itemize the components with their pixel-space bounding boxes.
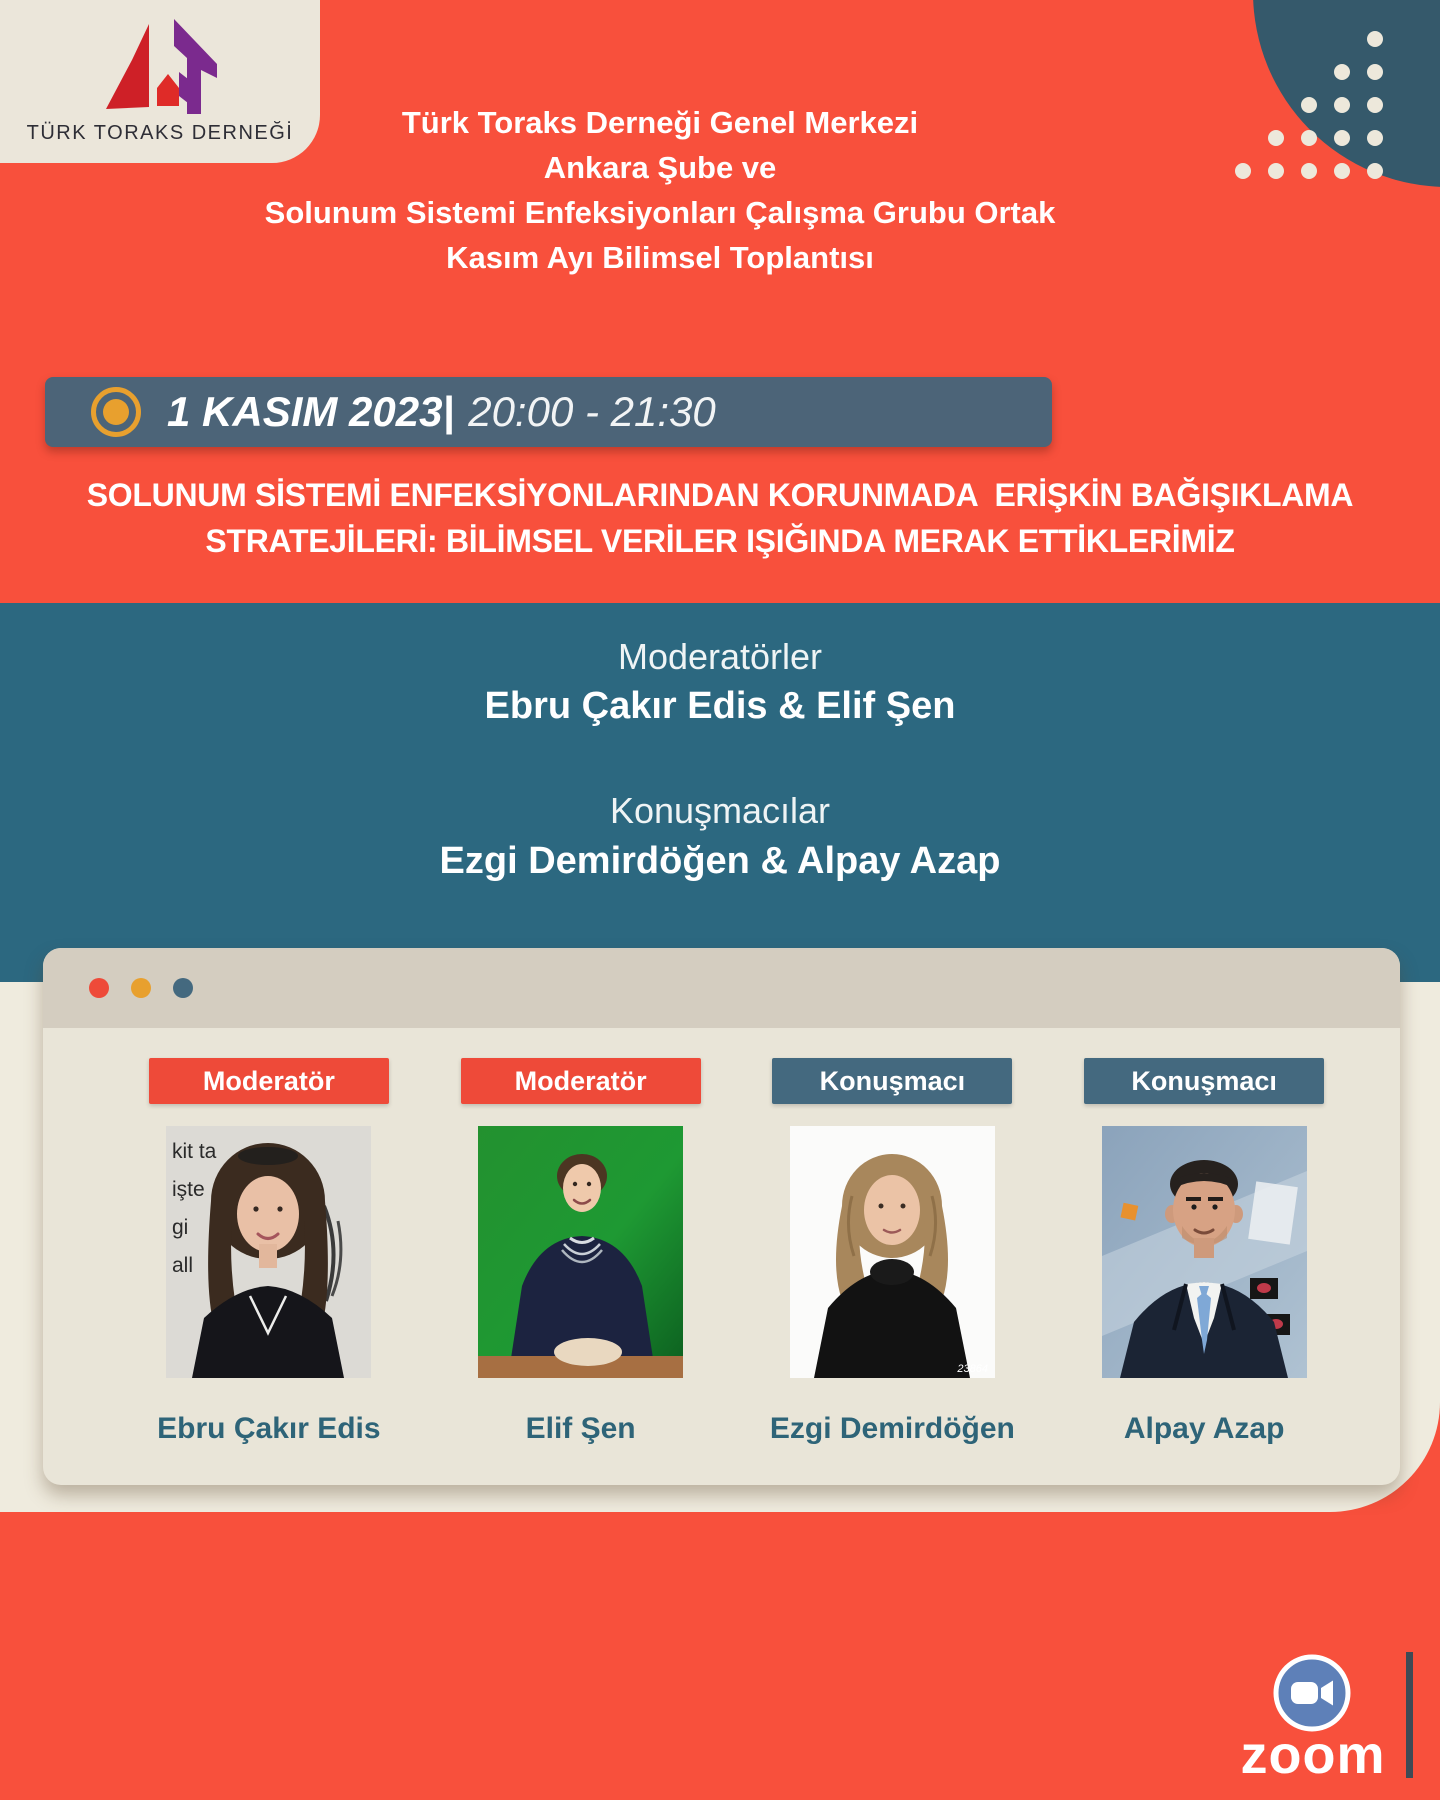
decorative-dot	[1334, 64, 1350, 80]
photo-alpay-azap	[1102, 1126, 1307, 1378]
role-badge: Moderatör	[149, 1058, 389, 1104]
svg-text:all: all	[172, 1254, 194, 1277]
svg-text:kit ta: kit ta	[172, 1140, 217, 1163]
decorative-dot	[1235, 163, 1251, 179]
topic-line-1: SOLUNUM SİSTEMİ ENFEKSİYONLARINDAN KORUNMADA ERİŞKİN BAĞIŞIKLAMA	[86, 477, 1354, 513]
decorative-dot	[1301, 97, 1317, 113]
decorative-dot	[1367, 64, 1383, 80]
decorative-dot	[1367, 31, 1383, 47]
target-circle-icon	[91, 387, 141, 437]
window-dot-red	[89, 978, 109, 998]
decorative-dot	[1334, 97, 1350, 113]
person-card-elif-sen	[425, 1050, 737, 1446]
photo-elif-sen	[478, 1126, 683, 1378]
moderators-heading: Moderatörler	[617, 636, 823, 677]
person-name: Ezgi Demirdöğen	[769, 1412, 1015, 1445]
title-line-3: Solunum Sistemi Enfeksiyonları Çalışma Grubu Ortak	[264, 195, 1056, 230]
speakers-panel-card	[43, 948, 1400, 1485]
footer-divider-bar	[1406, 1652, 1413, 1778]
speakers-names: Ezgi Demirdöğen & Alpay Azap	[439, 840, 1001, 882]
portrait-illustration	[166, 1126, 371, 1378]
portrait-illustration	[478, 1126, 683, 1378]
event-topic	[40, 472, 1400, 564]
person-card-alpay-azap	[1048, 1050, 1360, 1446]
speakers-heading: Konuşmacılar	[609, 790, 831, 831]
browser-window-header	[43, 948, 1400, 1028]
title-line-4: Kasım Ayı Bilimsel Toplantısı	[446, 240, 874, 275]
decorative-dot	[1301, 130, 1317, 146]
decorative-dot	[1367, 97, 1383, 113]
title-line-2: Ankara Şube ve	[543, 150, 777, 185]
window-dot-orange	[131, 978, 151, 998]
role-badge: Konuşmacı	[1084, 1058, 1324, 1104]
zoom-camera-icon	[1272, 1653, 1352, 1733]
decorative-dot	[1301, 163, 1317, 179]
svg-text:23864: 23864	[957, 1363, 988, 1375]
person-card-ezgi-demirdogen	[737, 1050, 1049, 1446]
dots-triangle-decoration	[1230, 28, 1390, 188]
decorative-dot	[1367, 163, 1383, 179]
moderators-names: Ebru Çakır Edis & Elif Şen	[484, 685, 956, 727]
topic-line-2: STRATEJİLERİ: BİLİMSEL VERİLER IŞIĞINDA MERAK ETTİKLERİMİZ	[205, 523, 1235, 559]
person-name: Alpay Azap	[1123, 1412, 1285, 1445]
portrait-illustration	[790, 1126, 995, 1378]
person-name: Ebru Çakır Edis	[157, 1412, 381, 1445]
turk-toraks-dernegi-logo-icon	[104, 16, 219, 116]
date-time-banner	[45, 377, 1052, 447]
decorative-dot	[1334, 130, 1350, 146]
decorative-dot	[1268, 130, 1284, 146]
role-badge: Konuşmacı	[772, 1058, 1012, 1104]
zoom-wordmark: zoom	[1240, 1725, 1386, 1785]
event-title	[210, 100, 1110, 280]
window-dot-teal	[173, 978, 193, 998]
event-date: 1 KASIM 2023|	[167, 388, 455, 435]
decorative-dot	[1367, 130, 1383, 146]
people-grid	[43, 1028, 1400, 1446]
date-time-text	[167, 388, 716, 436]
photo-ebru-cakir-edis	[166, 1126, 371, 1378]
svg-text:işte: işte	[172, 1178, 206, 1201]
person-name: Elif Şen	[525, 1412, 636, 1445]
organization-name: TÜRK TORAKS DERNEĞİ	[26, 122, 294, 144]
decorative-dot	[1334, 163, 1350, 179]
photo-ezgi-demirdogen	[790, 1126, 995, 1378]
svg-text:gi: gi	[172, 1216, 189, 1239]
event-time: 20:00 - 21:30	[468, 388, 716, 435]
person-card-ebru-cakir-edis	[113, 1050, 425, 1446]
title-line-1: Türk Toraks Derneği Genel Merkezi	[401, 105, 919, 140]
decorative-dot	[1268, 163, 1284, 179]
portrait-illustration	[1102, 1126, 1307, 1378]
role-badge: Moderatör	[461, 1058, 701, 1104]
